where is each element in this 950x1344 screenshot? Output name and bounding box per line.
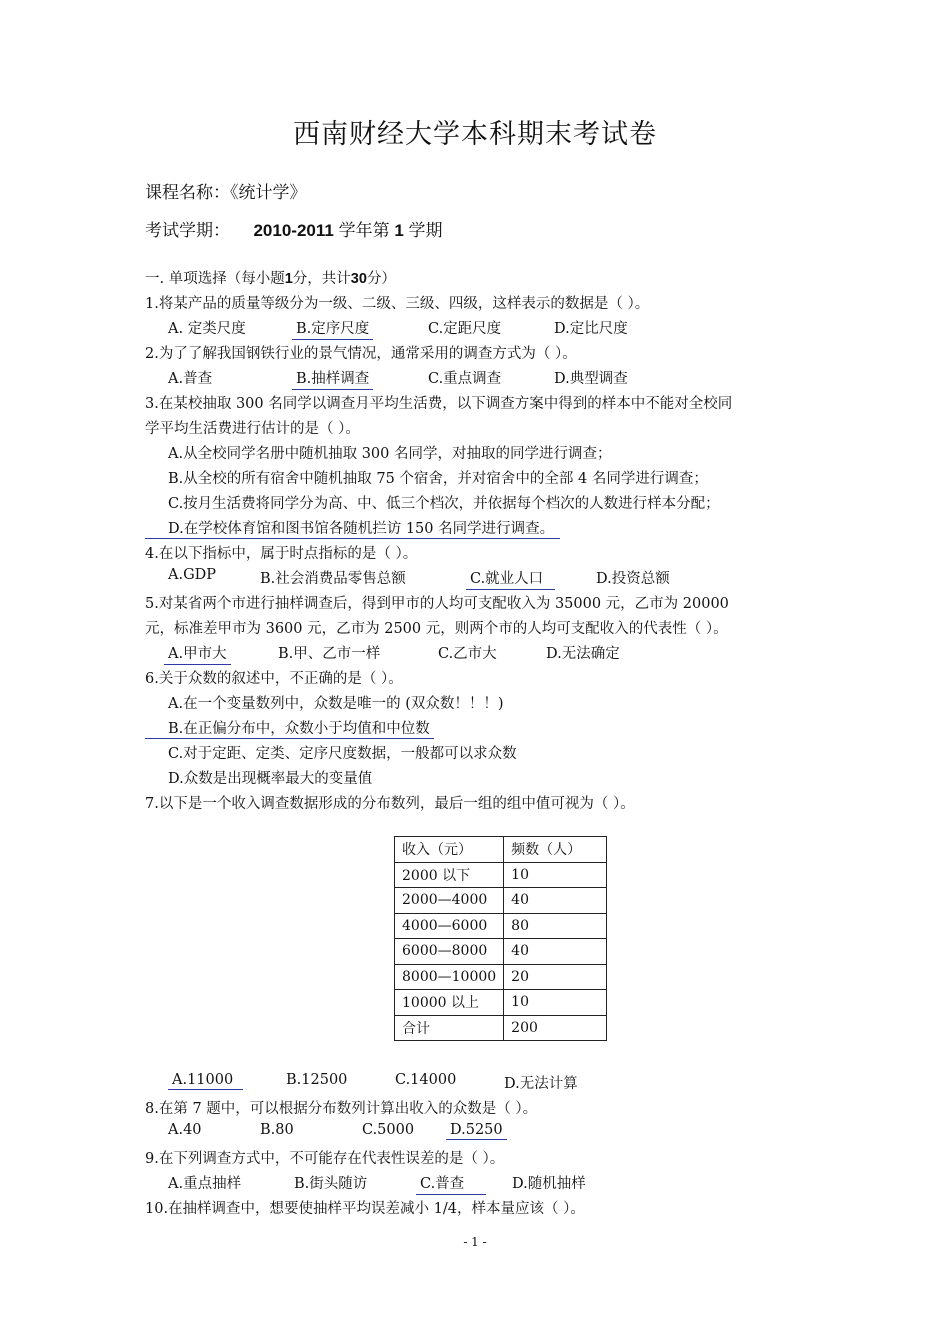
q8-stem: 8.在第 7 题中，可以根据分布数列计算出收入的众数是（ ）。 xyxy=(145,1101,538,1117)
q6-option-c: C.对于定距、定类、定序尺度数据，一般都可以求众数 xyxy=(168,746,517,762)
q1-option-a: A. 定类尺度 xyxy=(168,321,246,337)
term-num: 1 xyxy=(394,221,404,240)
table-cell-frequency: 40 xyxy=(504,888,607,914)
table-header-row xyxy=(395,837,607,863)
table-row xyxy=(395,862,607,888)
q1-option-b: B.定序尺度 xyxy=(292,317,373,340)
q5-stem-1: 5.对某省两个市进行抽样调查后，得到甲市的人均可支配收入为 35000 元，乙市为 20000 xyxy=(145,596,729,612)
q2-option-a: A.普查 xyxy=(168,371,213,387)
heading-points-total: 30 xyxy=(350,271,367,287)
q8-option-b: B.80 xyxy=(260,1122,294,1138)
q2-option-d: D.典型调查 xyxy=(554,371,628,387)
q3-option-d-row xyxy=(145,517,560,538)
q5-option-c: C.乙市大 xyxy=(438,646,497,662)
section-heading xyxy=(145,267,396,288)
q3-option-c: C.按月生活费将同学分为高、中、低三个档次，并依据每个档次的人数进行样本分配； xyxy=(168,496,720,512)
q6-option-d: D.众数是出现概率最大的变量值 xyxy=(168,771,373,787)
q2-option-b: B.抽样调查 xyxy=(292,367,373,390)
q9-option-a: A.重点抽样 xyxy=(168,1176,242,1192)
table-cell-income: 10000 以上 xyxy=(395,990,504,1016)
q6-option-b-row xyxy=(145,717,434,738)
table-cell-income: 4000—6000 xyxy=(395,913,504,939)
q4-option-d: D.投资总额 xyxy=(596,571,670,587)
table-cell-income: 合计 xyxy=(395,1015,504,1041)
q3-option-a: A.从全校同学名册中随机抽取 300 名同学，对抽取的同学进行调查； xyxy=(168,446,612,462)
q1-option-d: D.定比尺度 xyxy=(554,321,628,337)
heading-text: 一. 单项选择（每小题 xyxy=(145,271,285,287)
table-cell-frequency: 20 xyxy=(504,964,607,990)
course-name: 课程名称：《统计学》 xyxy=(145,183,307,202)
table-row xyxy=(395,964,607,990)
table-row xyxy=(395,990,607,1016)
q9-option-b: B.街头随访 xyxy=(294,1176,368,1192)
table-cell-income: 2000 以下 xyxy=(395,862,504,888)
q4-option-a: A.GDP xyxy=(168,567,217,583)
q10-stem: 10.在抽样调查中，想要使抽样平均误差减小 1/4，样本量应该（ ）。 xyxy=(145,1201,585,1217)
q7-option-b: B.12500 xyxy=(286,1072,348,1088)
q1-stem: 1.将某产品的质量等级分为一级、二级、三级、四级，这样表示的数据是（ ）。 xyxy=(145,296,650,312)
exam-term xyxy=(145,216,443,241)
heading-text-mid: 分，共计 xyxy=(292,271,351,287)
table-row xyxy=(395,913,607,939)
q7-option-d: D.无法计算 xyxy=(504,1076,578,1092)
table-row xyxy=(395,939,607,965)
q6-option-b: B.在正偏分布中，众数小于均值和中位数 xyxy=(145,721,434,739)
table-row xyxy=(395,888,607,914)
q7-stem: 7.以下是一个收入调查数据形成的分布数列，最后一组的组中值可视为（ ）。 xyxy=(145,796,635,812)
heading-text-end: 分） xyxy=(366,271,396,287)
table-cell-income: 8000—10000 xyxy=(395,964,504,990)
q1-option-c: C.定距尺度 xyxy=(428,321,502,337)
q9-option-c: C.普查 xyxy=(416,1172,486,1195)
table-cell-frequency: 10 xyxy=(504,862,607,888)
q5-option-b: B.甲、乙市一样 xyxy=(278,646,381,662)
q3-stem-2: 学平均生活费进行估计的是（ ）。 xyxy=(145,421,360,437)
table-cell-frequency: 80 xyxy=(504,913,607,939)
q3-option-b: B.从全校的所有宿舍中随机抽取 75 个宿舍，并对宿舍中的全部 4 名同学进行调查； xyxy=(168,471,708,487)
q8-option-a: A.40 xyxy=(168,1122,202,1138)
page-number: - 1 - xyxy=(463,1235,487,1249)
table-header-income: 收入（元） xyxy=(395,837,504,863)
table-header-frequency: 频数（人） xyxy=(504,837,607,863)
page-title: 西南财经大学本科期末考试卷 xyxy=(293,119,657,150)
q3-stem-1: 3.在某校抽取 300 名同学以调查月平均生活费，以下调查方案中得到的样本中不能对全校同 xyxy=(145,396,733,412)
table-cell-income: 2000—4000 xyxy=(395,888,504,914)
q8-option-c: C.5000 xyxy=(362,1122,415,1138)
q3-option-d: D.在学校体育馆和图书馆各随机拦访 150 名同学进行调查。 xyxy=(145,521,560,539)
q8-option-d: D.5250 xyxy=(446,1122,507,1140)
term-years: 2010-2011 xyxy=(253,221,334,240)
term-label: 考试学期： xyxy=(145,221,230,240)
table-cell-income: 6000—8000 xyxy=(395,939,504,965)
q4-stem: 4.在以下指标中，属于时点指标的是（ ）。 xyxy=(145,546,418,562)
q6-option-a: A.在一个变量数列中，众数是唯一的 (双众数！！！) xyxy=(168,696,504,712)
q9-stem: 9.在下列调查方式中，不可能存在代表性误差的是（ ）。 xyxy=(145,1151,505,1167)
q5-option-a: A.甲市大 xyxy=(164,642,231,665)
q2-option-c: C.重点调查 xyxy=(428,371,502,387)
table-cell-frequency: 40 xyxy=(504,939,607,965)
q7-option-a: A.11000 xyxy=(168,1072,243,1090)
q6-stem: 6.关于众数的叙述中，不正确的是（ ）。 xyxy=(145,671,403,687)
q4-option-b: B.社会消费品零售总额 xyxy=(260,571,406,587)
heading-points-each: 1 xyxy=(284,271,293,287)
table-cell-frequency: 200 xyxy=(504,1015,607,1041)
table-row-total xyxy=(395,1015,607,1041)
q5-option-d: D.无法确定 xyxy=(546,646,620,662)
term-end: 学期 xyxy=(408,221,443,240)
q9-option-d: D.随机抽样 xyxy=(512,1176,586,1192)
q4-option-c: C.就业人口 xyxy=(466,567,555,590)
q5-stem-2: 元，标准差甲市为 3600 元，乙市为 2500 元，则两个市的人均可支配收入的代表性（ ）。 xyxy=(145,621,728,637)
term-mid: 学年第 xyxy=(338,221,390,240)
table-cell-frequency: 10 xyxy=(504,990,607,1016)
distribution-table xyxy=(394,836,607,1041)
q7-option-c: C.14000 xyxy=(395,1072,457,1088)
q2-stem: 2.为了了解我国钢铁行业的景气情况，通常采用的调查方式为（ ）。 xyxy=(145,346,577,362)
